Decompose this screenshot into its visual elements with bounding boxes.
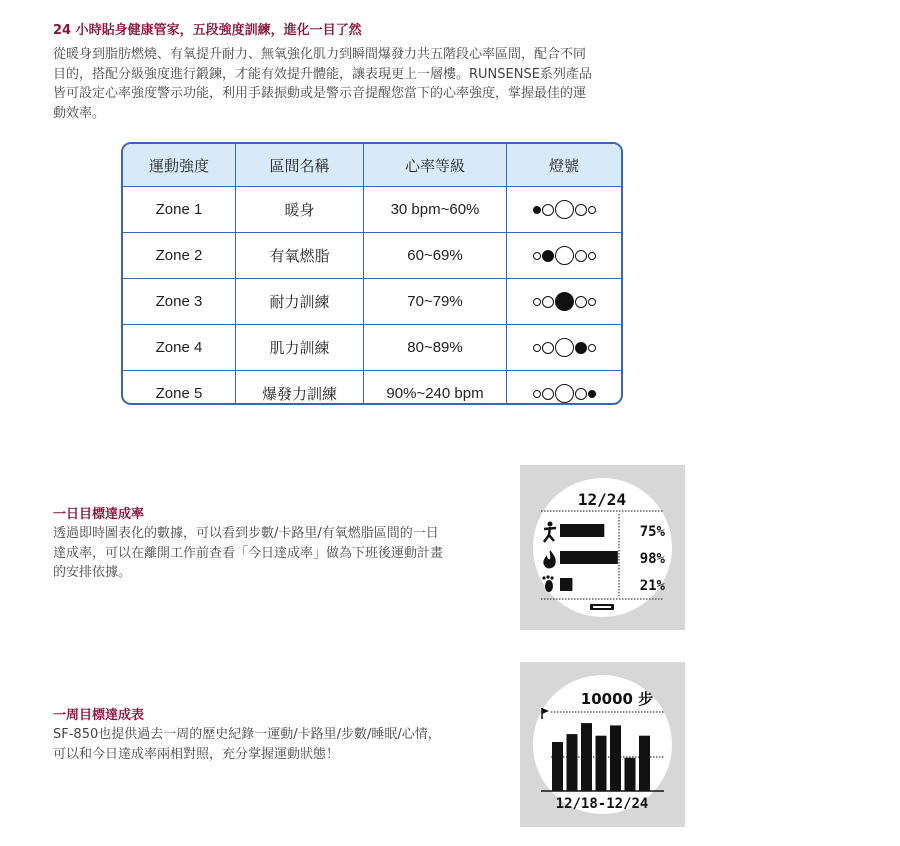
weekly-bar <box>596 736 607 791</box>
light-off-icon <box>542 204 554 216</box>
section-title-intensity: 24 小時貼身健康管家，五段強度訓練，進化一目了然 <box>53 23 362 38</box>
zone-name-cell: 暖身 <box>236 187 364 233</box>
light-off-icon <box>533 390 541 398</box>
watch-face <box>533 478 672 617</box>
light-indicator-cell <box>507 325 622 371</box>
weekly-bar <box>610 725 621 791</box>
weekly-goal-paragraph <box>53 725 441 765</box>
zone-lights <box>508 384 620 403</box>
watch-face <box>533 675 672 814</box>
weekly-bar <box>581 723 592 791</box>
header-light: 燈號 <box>507 144 622 187</box>
paragraph-line: 從暖身到脂肪燃燒、有氧提升耐力、無氧強化肌力到瞬間爆發力共五階段心率區間，配合不同 <box>53 47 587 62</box>
footprint-icon <box>542 575 553 592</box>
light-off-icon <box>588 252 596 260</box>
weekly-bar <box>552 742 563 791</box>
light-off-icon <box>555 246 574 265</box>
flag-icon <box>542 708 549 719</box>
heart-rate-cell: 60~69% <box>364 233 507 279</box>
light-off-icon <box>533 252 541 260</box>
light-indicator-cell <box>507 371 622 406</box>
zone-lights <box>508 338 620 357</box>
paragraph-line: 動效率。 <box>53 105 106 121</box>
watch-daily-goal-image <box>520 465 685 630</box>
zone-cell: Zone 3 <box>123 279 236 325</box>
percent-label: 21% <box>639 578 665 594</box>
weekly-goal-value: 10000 步 <box>580 690 654 708</box>
header-zone-name: 區間名稱 <box>236 144 364 187</box>
intensity-paragraph <box>53 45 592 123</box>
weekly-bar <box>625 758 636 791</box>
table-row <box>123 279 621 325</box>
percent-label: 75% <box>639 524 665 540</box>
zone-name-cell: 肌力訓練 <box>236 325 364 371</box>
light-off-icon <box>555 384 574 403</box>
runner-icon <box>544 522 556 543</box>
light-off-icon <box>542 388 554 400</box>
daily-bar-fatburn <box>560 578 572 591</box>
daily-goal-display <box>533 478 672 617</box>
paragraph-line: SF-850也提供過去一周的歷史紀錄一運動/卡路里/步數/睡眠/心情， <box>53 727 441 742</box>
light-on-icon <box>542 250 554 262</box>
percent-label: 98% <box>639 551 665 567</box>
weekly-date-range: 12/18-12/24 <box>555 796 649 812</box>
section-title-daily-goal: 一日目標達成率 <box>53 507 145 522</box>
paragraph-line: 目的，搭配分級強度進行鍛鍊，才能有效提升體能，讓表現更上一層樓。RUNSENSE系列產品 <box>53 66 592 82</box>
light-off-icon <box>575 204 587 216</box>
light-off-icon <box>588 206 596 214</box>
light-indicator-cell <box>507 187 622 233</box>
paragraph-line: 達成率，可以在離開工作前查看「今日達成率」做為下班後運動計畫 <box>53 545 444 561</box>
light-off-icon <box>533 298 541 306</box>
zone-name-cell: 爆發力訓練 <box>236 371 364 406</box>
paragraph-line: 的安排依據。 <box>53 565 132 580</box>
light-indicator-cell <box>507 279 622 325</box>
watch-date: 12/24 <box>577 490 627 509</box>
light-on-icon <box>588 390 596 398</box>
light-off-icon <box>575 296 587 308</box>
table-row <box>123 325 621 371</box>
light-off-icon <box>555 200 574 219</box>
table-header-row <box>123 144 621 187</box>
table-row <box>123 233 621 279</box>
flame-icon <box>543 550 555 568</box>
weekly-bar <box>567 734 578 791</box>
light-indicator-cell <box>507 233 622 279</box>
light-off-icon <box>533 344 541 352</box>
heart-rate-cell: 70~79% <box>364 279 507 325</box>
light-on-icon <box>575 342 587 354</box>
zone-cell: Zone 5 <box>123 371 236 406</box>
heart-rate-cell: 90%~240 bpm <box>364 371 507 406</box>
light-off-icon <box>588 298 596 306</box>
daily-bar-steps <box>560 524 604 537</box>
heart-rate-cell: 30 bpm~60% <box>364 187 507 233</box>
header-heart-rate: 心率等級 <box>364 144 507 187</box>
paragraph-line: 皆可設定心率強度警示功能，利用手錶振動或是警示音提醒您當下的心率強度，掌握最佳的運 <box>53 86 587 101</box>
zone-cell: Zone 1 <box>123 187 236 233</box>
paragraph-line: 可以和今日達成率兩相對照，充分掌握運動狀態！ <box>53 747 340 762</box>
light-on-icon <box>555 292 574 311</box>
heart-rate-cell: 80~89% <box>364 325 507 371</box>
paragraph-line: 透過即時圖表化的數據，可以看到步數/卡路里/有氧燃脂區間的一日 <box>53 526 439 541</box>
table-row <box>123 371 621 406</box>
light-off-icon <box>555 338 574 357</box>
daily-goal-paragraph <box>53 524 443 583</box>
header-intensity: 運動強度 <box>123 144 236 187</box>
light-off-icon <box>575 388 587 400</box>
section-title-weekly-goal: 一周目標達成表 <box>53 708 145 723</box>
zone-lights <box>508 200 620 219</box>
zone-name-cell: 有氧燃脂 <box>236 233 364 279</box>
heart-rate-zone-table <box>121 142 623 405</box>
zone-lights <box>508 246 620 265</box>
watch-weekly-goal-image <box>520 662 685 827</box>
zone-cell: Zone 4 <box>123 325 236 371</box>
light-off-icon <box>588 344 596 352</box>
zone-name-cell: 耐力訓練 <box>236 279 364 325</box>
light-on-icon <box>533 206 541 214</box>
light-off-icon <box>542 342 554 354</box>
zone-lights <box>508 292 620 311</box>
light-off-icon <box>542 296 554 308</box>
daily-bar-calories <box>560 551 618 564</box>
light-off-icon <box>575 250 587 262</box>
weekly-bar <box>639 736 650 791</box>
table-row <box>123 187 621 233</box>
weekly-goal-display <box>533 675 672 814</box>
zone-cell: Zone 2 <box>123 233 236 279</box>
